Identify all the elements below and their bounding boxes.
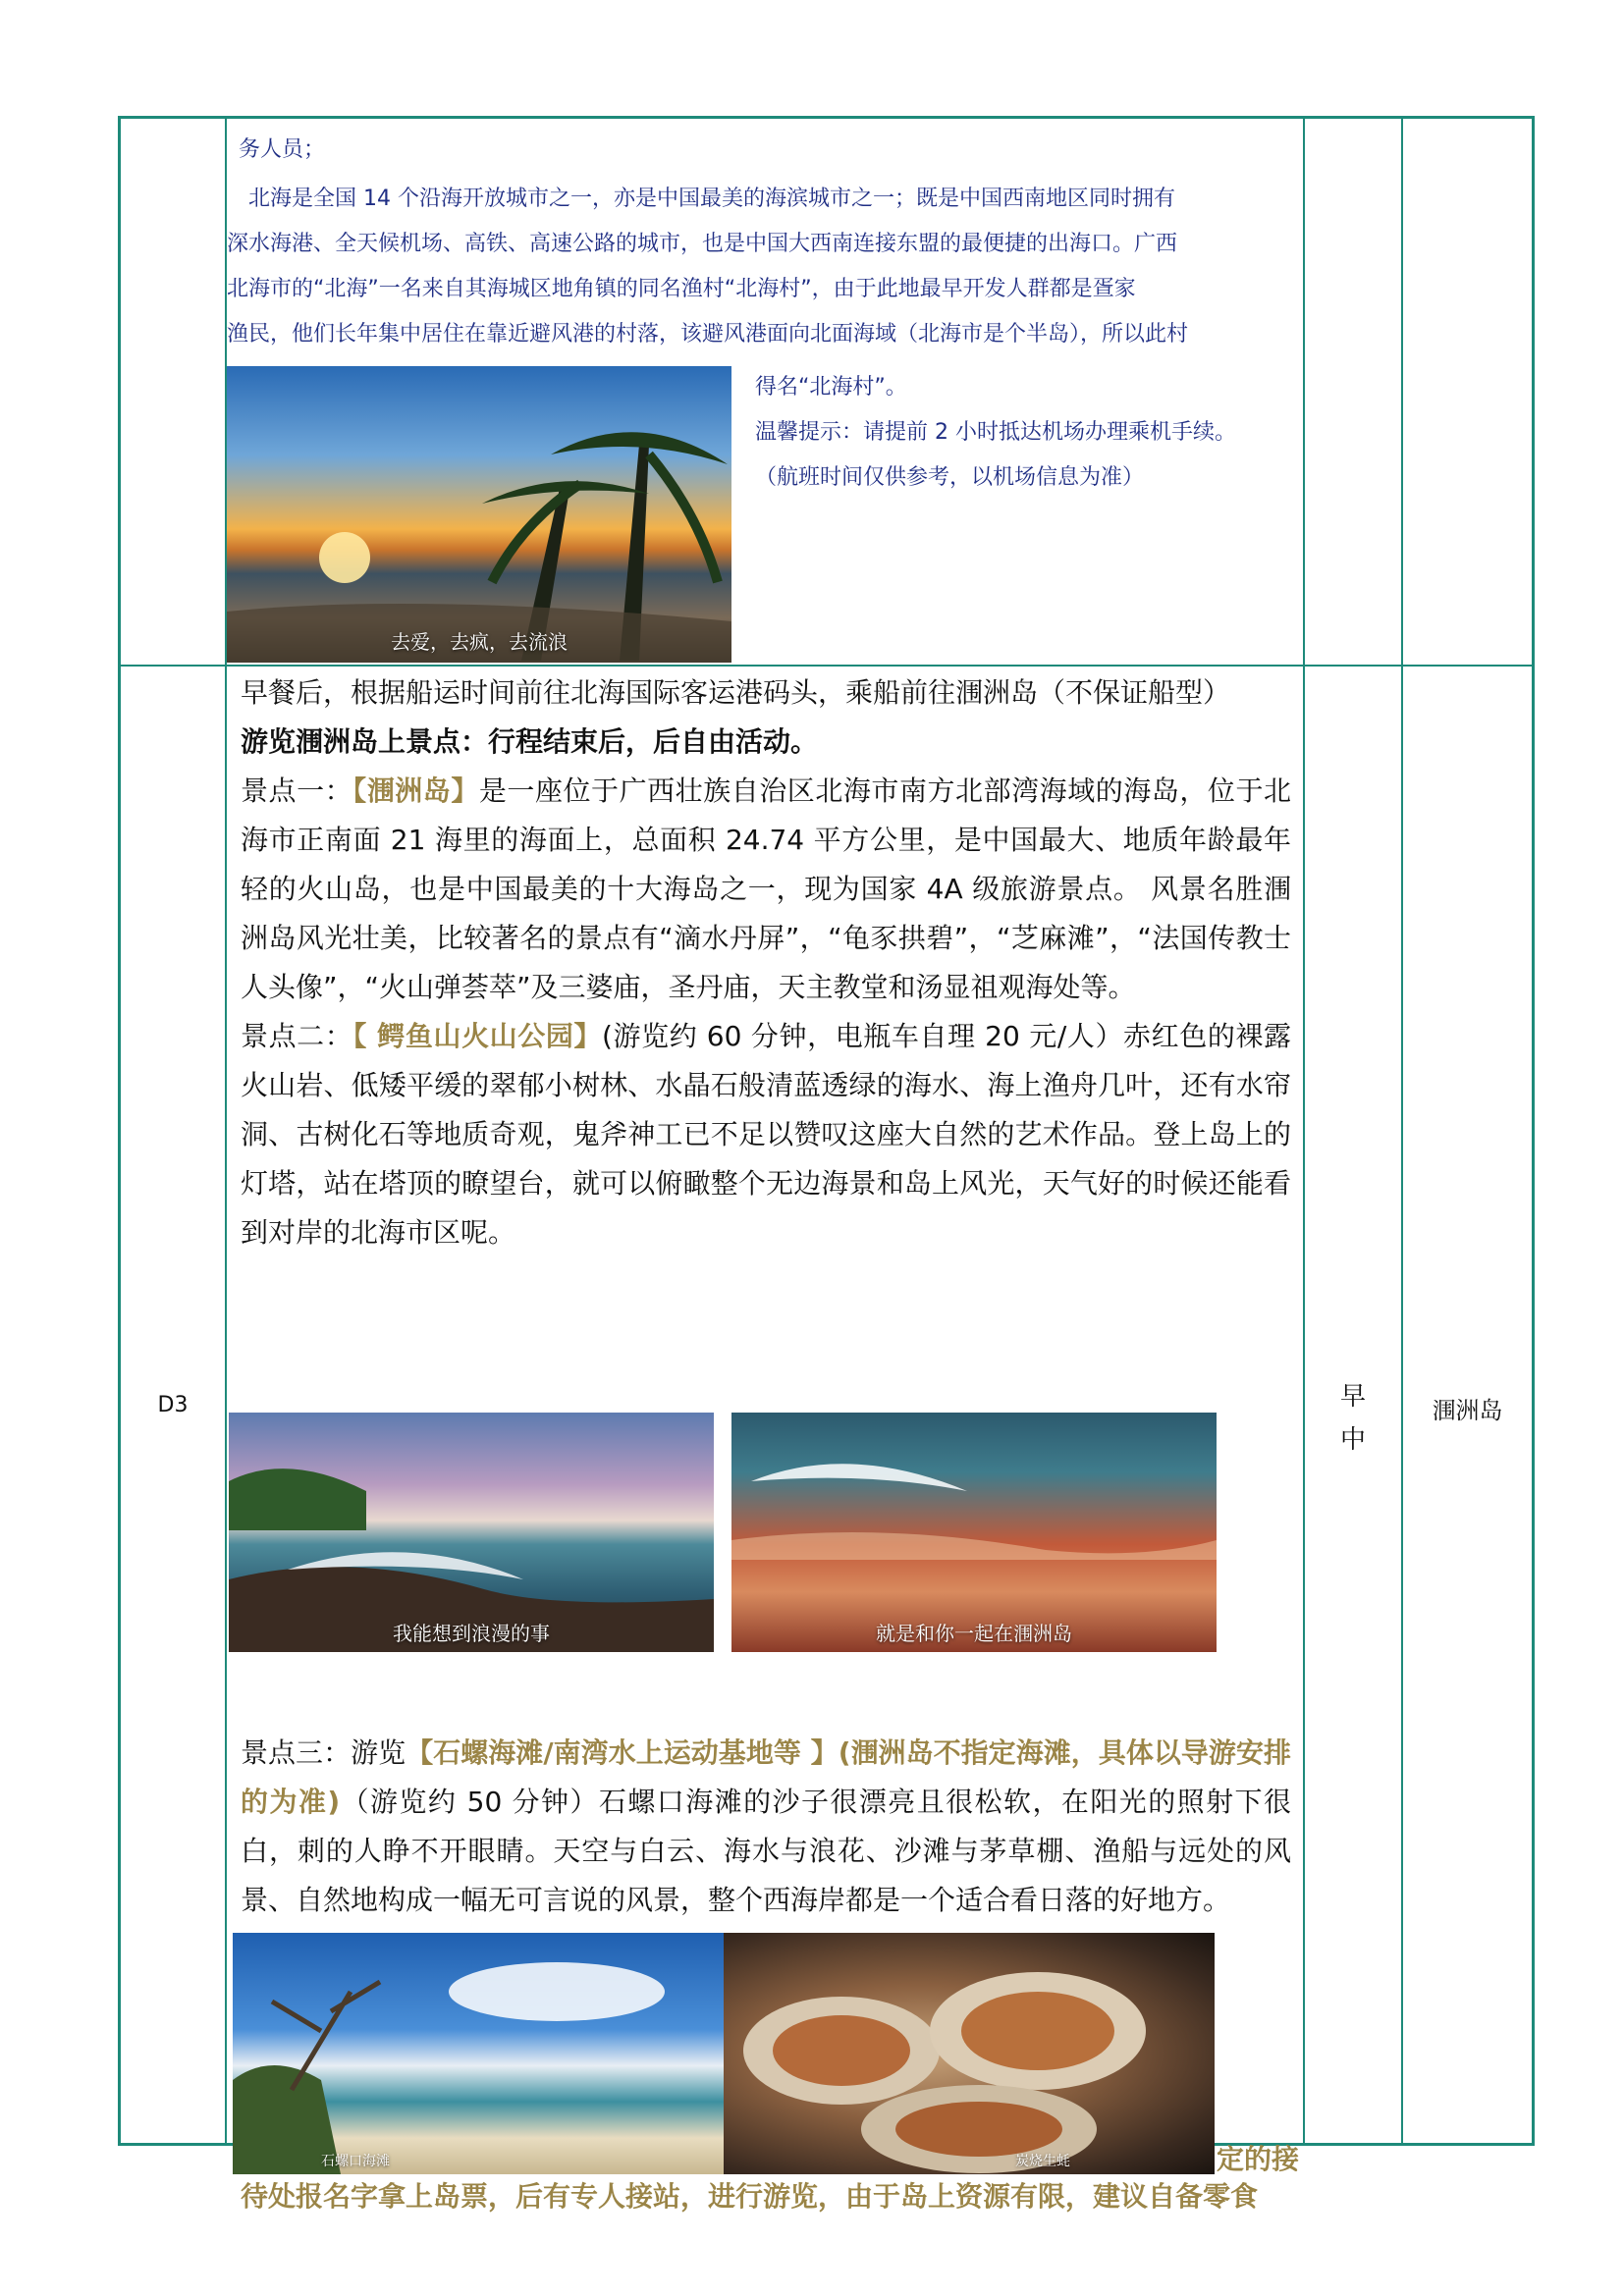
column-divider <box>1401 119 1403 2143</box>
day3-description-cell <box>227 667 1303 2213</box>
itinerary-table <box>118 116 1535 2213</box>
photo-caption: 炭烧生蚝 <box>1015 2154 1070 2169</box>
photo-caption: 去爱，去疯，去流浪 <box>391 630 568 654</box>
spot1-text: 是一座位于广西壮族自治区北海市南方北部湾海域的海岛，位于北海市正南面 21 海里的海面上，总面积 24.74 平方公里，是中国最大、地质年龄最年轻的火山岛，也是中国最美的十大海岛之一，现为国家 4A 级旅游景点。 风景名胜涠洲岛风光壮美，比较著名的景点有“滴水丹屏”，“龟豕拱碧”，“芝麻滩”，“法国传教士人头像”，“火山弹荟萃”及三婆庙，圣丹庙，天主教堂和汤显祖观海处等。 <box>241 774 1291 1003</box>
day-label: D3 <box>157 1393 189 1417</box>
text-line: 北海市的“北海”一名来自其海城区地角镇的同名渔村“北海村”，由于此地最早开发人群都是疍家 <box>227 277 1136 301</box>
text-line: 渔民，他们长年集中居住在靠近避风港的村落，该避风港面向北面海域（北海市是个半岛），所以此村 <box>227 322 1189 347</box>
spot3-text: （游览约 50 分钟）石螺口海滩的沙子很漂亮且很松软，在阳光的照射下很白，刺的人睁不开眼睛。天空与白云、海水与浪花、沙滩与茅草棚、渔船与远处的风景、自然地构成一幅无可言说的风景，整个西海岸都是一个适合看日落的好地方。 <box>241 1786 1291 1916</box>
spot3-prefix: 景点三：游览 <box>241 1736 406 1769</box>
photo-caption: 就是和你一起在涠洲岛 <box>876 1622 1072 1645</box>
red-rock-sea-photo <box>731 1413 1217 1652</box>
shiluokou-beach-photo <box>233 1933 724 2174</box>
text-line: 深水海港、全天候机场、高铁、高速公路的城市，也是中国大西南连接东盟的最便捷的出海口。广西 <box>227 232 1178 256</box>
photo-caption: 石螺口海滩 <box>321 2154 390 2169</box>
intro-text: 早餐后，根据船运时间前往北海国际客运港码头，乘船前往涠洲岛（不保证船型） <box>241 676 1231 709</box>
beach-sunset-photo <box>227 366 731 663</box>
spot1-name: 【涠洲岛】 <box>352 774 479 807</box>
flight-note: （航班时间仅供参考，以机场信息为准） <box>755 465 1145 490</box>
day2-description-cell <box>227 119 1303 665</box>
coast-rocks-photo <box>229 1413 714 1652</box>
intro-bold-text: 游览涠洲岛上景点：行程结束后，后自由活动。 <box>241 725 819 758</box>
coast-illustration <box>229 1413 714 1652</box>
spot2-prefix: 景点二： <box>241 1020 353 1052</box>
text-fragment: 定的接 <box>1217 2143 1300 2175</box>
oysters-illustration <box>724 1933 1215 2174</box>
spot1-prefix: 景点一： <box>241 774 353 807</box>
text-line: 待处报名字拿上岛票，后有专人接站，进行游览，由于岛上资源有限，建议自备零食 <box>241 2180 1259 2213</box>
spot3-name: 【石螺海滩/南湾水上运动基地等 】(涠洲岛不指定海滩，具体以导游安排的为准) <box>241 1736 1291 1818</box>
photo-caption: 我能想到浪漫的事 <box>393 1622 550 1645</box>
grilled-oysters-photo <box>724 1933 1215 2174</box>
meal-breakfast: 早 <box>1339 1382 1366 1412</box>
text-line: 务人员； <box>239 137 326 162</box>
meal-lunch: 中 <box>1339 1425 1366 1455</box>
meals-cell <box>1305 1375 1401 1462</box>
text-line: 北海是全国 14 个沿海开放城市之一，亦是中国最美的海滨城市之一；既是中国西南地区同时拥有 <box>227 187 1175 211</box>
spot1-paragraph <box>241 767 1291 1012</box>
column-divider <box>1303 119 1305 2143</box>
spot3-paragraph <box>241 1729 1291 1925</box>
spot2-paragraph <box>241 1012 1291 1257</box>
accommodation-place: 涠洲岛 <box>1432 1397 1503 1424</box>
warm-tip: 温馨提示：请提前 2 小时抵达机场办理乘机手续。 <box>755 420 1236 445</box>
beach-illustration <box>233 1933 724 2174</box>
palm-trees-illustration <box>227 366 731 663</box>
text-line: 得名“北海村”。 <box>755 375 907 400</box>
sea-illustration <box>731 1413 1217 1652</box>
spot2-name: 【 鳄鱼山火山公园】 <box>352 1020 603 1052</box>
spot2-text: (游览约 60 分钟，电瓶车自理 20 元/人）赤红色的裸露火山岩、低矮平缓的翠郁小树林、水晶石般清蓝透绿的海水、海上渔舟几叶，还有水帘洞、古树化石等地质奇观，鬼斧神工已不足以赞叹这座大自然的艺术作品。登上岛上的灯塔，站在塔顶的瞭望台，就可以俯瞰整个无边海景和岛上风光，天气好的时候还能看到对岸的北海市区呢。 <box>241 1020 1291 1249</box>
